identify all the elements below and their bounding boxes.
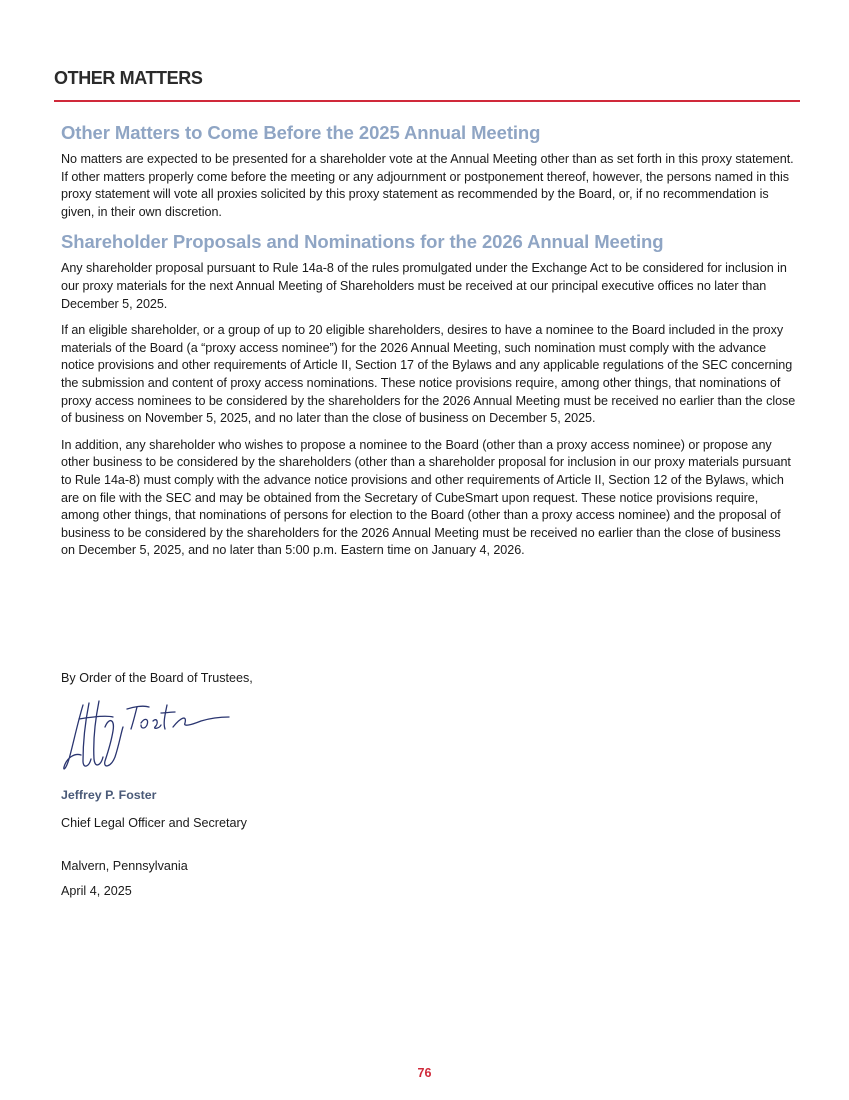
section-heading-other-matters: Other Matters to Come Before the 2025 Annual Meeting [61,122,541,143]
signer-name: Jeffrey P. Foster [61,788,157,802]
section-heading-shareholder-proposals: Shareholder Proposals and Nominations for the 2026 Annual Meeting [61,231,664,253]
closing-block [61,671,461,898]
main-content [61,122,797,560]
paragraph-other-matters: No matters are expected to be presented for a shareholder vote at the Annual Meeting other than as set forth in this proxy statement. If other matters properly come before the meeting or any adjournment or postponement thereof, however, the persons named in this proxy statement will vote all proxies solicited by this proxy statement as recommended by the Board, or, if no recommendation is given, in their own discretion. [61,152,794,219]
signing-place: Malvern, Pennsylvania [61,859,188,873]
paragraph-proxy-access: If an eligible shareholder, or a group of up to 20 eligible shareholders, desires to have a nominee to the Board included in the proxy materials of the Board (a “proxy access nominee”) for the 2026 Annual Meeting, such nomination must comply with the advance notice provisions and other requirements of Article II, Section 17 of the Bylaws and any applicable regulations of the SEC concerning the submission and content of proxy access nominations. These notice provisions require, among other things, that nominations of proxy access nominees to be considered by the shareholders for the 2026 Annual Meeting must be received no earlier than the close of business on November 5, 2025, and no later than the close of business on December 5, 2025. [61,323,796,426]
signature-image [61,697,241,777]
signer-title: Chief Legal Officer and Secretary [61,816,247,830]
paragraph-advance-notice: In addition, any shareholder who wishes to propose a nominee to the Board (other than a proxy access nominee) or propose any other business to be considered by the shareholders (other than a shareholder proposal for inclusion in our proxy materials pursuant to Rule 14a-8) must comply with the advance notice provisions and other requirements of Article II, Section 12 of the Bylaws, which are on file with the SEC and may be obtained from the Secretary of CubeSmart upon request. These notice provisions require, among other things, that nominations of persons for election to the Board (other than a proxy access nominee) and the proposal of business to be considered by the shareholders for the 2026 Annual Meeting must be received no earlier than the close of business on December 5, 2025, and no later than 5:00 p.m. Eastern time on January 4, 2026. [61,437,791,558]
header-rule [54,100,800,102]
signing-date: April 4, 2025 [61,884,132,898]
page-header: OTHER MATTERS [54,68,203,88]
closing-salutation: By Order of the Board of Trustees, [61,671,253,685]
paragraph-rule-14a8: Any shareholder proposal pursuant to Rule 14a-8 of the rules promulgated under the Exchange Act to be considered for inclusion in our proxy materials for the next Annual Meeting of Shareholders must be received at our principal executive offices no later than December 5, 2025. [61,261,787,311]
page-number: 76 [417,1066,432,1080]
